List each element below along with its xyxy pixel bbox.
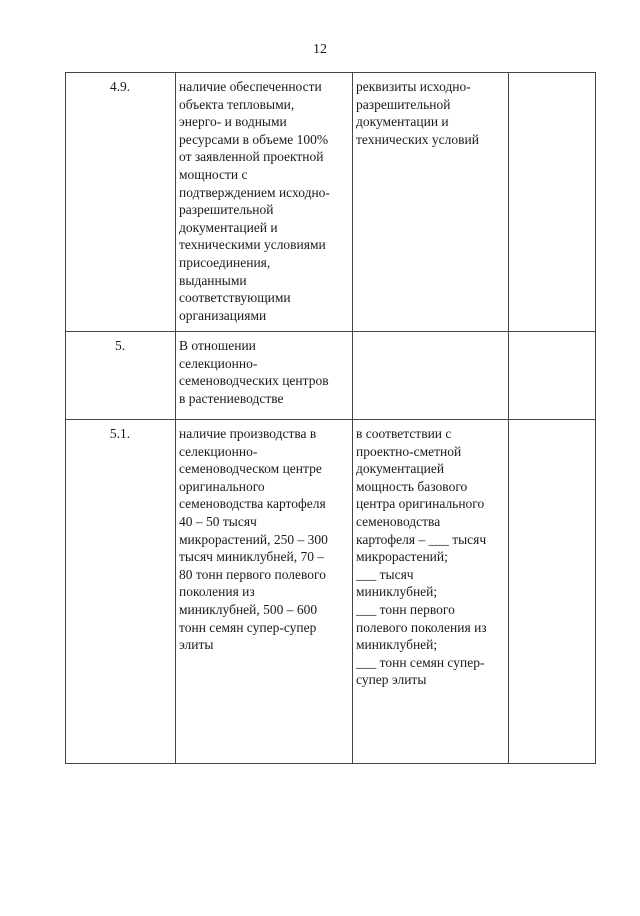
document-line: документации и — [356, 114, 449, 130]
requirement-line: миниклубней, 500 – 600 — [179, 601, 318, 617]
requirement-line: от заявленной проектной — [179, 149, 324, 165]
empty-cell — [509, 420, 596, 764]
requirement-line: наличие производства в — [179, 426, 317, 441]
requirement-line: документацией и — [179, 219, 278, 235]
table-row — [66, 420, 596, 764]
requirement-line: семеноводства картофеля — [179, 496, 326, 512]
document-cell — [353, 73, 509, 332]
row-number: 4.9. — [66, 73, 176, 332]
requirements-table — [65, 72, 596, 764]
requirement-cell — [176, 420, 353, 764]
requirement-line: селекционно- — [179, 355, 258, 371]
document-line: семеноводства — [356, 513, 441, 529]
document-line: миниклубней; — [356, 637, 438, 653]
requirement-line: объекта тепловыми, — [179, 96, 295, 112]
table-row — [66, 332, 596, 420]
document-line: технических условий — [356, 131, 479, 147]
document-line: документацией — [356, 461, 445, 477]
document-line: ___ тысяч — [356, 566, 414, 582]
requirement-cell — [176, 332, 353, 420]
document-line: проектно-сметной — [356, 443, 462, 459]
page-number: 12 — [313, 42, 327, 57]
requirement-line: подтверждением исходно- — [179, 184, 330, 200]
document-line: центра оригинального — [356, 496, 485, 512]
document-line: ___ тонн первого — [356, 601, 455, 617]
row-number: 5. — [66, 332, 176, 420]
requirement-line: разрешительной — [179, 202, 274, 218]
requirement-line: в растениеводстве — [179, 390, 284, 406]
requirement-line: соответствующими — [179, 290, 291, 306]
document-line: ___ тонн семян супер- — [356, 654, 485, 670]
requirement-line: выданными — [179, 272, 247, 288]
document-line: миниклубней; — [356, 584, 438, 600]
requirement-line: элиты — [179, 637, 214, 653]
requirement-line: присоединения, — [179, 254, 271, 270]
requirement-line: наличие обеспеченности — [179, 79, 322, 94]
document-line: в соответствии с — [356, 426, 452, 441]
requirement-line: семеноводческом центре — [179, 461, 322, 477]
document-cell — [353, 332, 509, 420]
requirement-line: семеноводческих центров — [179, 373, 329, 389]
requirement-line: селекционно- — [179, 443, 258, 459]
requirement-line: ресурсами в объеме 100% — [179, 131, 329, 147]
empty-cell — [509, 332, 596, 420]
document-line: полевого поколения из — [356, 619, 487, 635]
requirement-line: организациями — [179, 307, 267, 323]
document-line: реквизиты исходно- — [356, 79, 471, 94]
requirement-line: тонн семян супер-супер — [179, 619, 317, 635]
row-number: 5.1. — [66, 420, 176, 764]
requirement-line: мощности с — [179, 166, 248, 182]
document-line: супер элиты — [356, 672, 427, 688]
document-line: картофеля – ___ тысяч — [356, 531, 487, 547]
table-row — [66, 73, 596, 332]
document-line: мощность базового — [356, 478, 468, 494]
requirement-line: 40 – 50 тысяч — [179, 513, 257, 529]
requirement-line: техническими условиями — [179, 237, 326, 253]
requirement-line: оригинального — [179, 478, 265, 494]
document-cell — [353, 420, 509, 764]
requirement-line: В отношении — [179, 338, 256, 353]
requirement-cell — [176, 73, 353, 332]
requirement-line: тысяч миниклубней, 70 – — [179, 549, 325, 565]
document-line: микрорастений; — [356, 549, 448, 565]
requirement-line: 80 тонн первого полевого — [179, 566, 327, 582]
requirement-line: поколения из — [179, 584, 255, 600]
document-line: разрешительной — [356, 96, 451, 112]
requirement-line: энерго- и водными — [179, 114, 287, 130]
empty-cell — [509, 73, 596, 332]
requirement-line: микрорастений, 250 – 300 — [179, 531, 328, 547]
